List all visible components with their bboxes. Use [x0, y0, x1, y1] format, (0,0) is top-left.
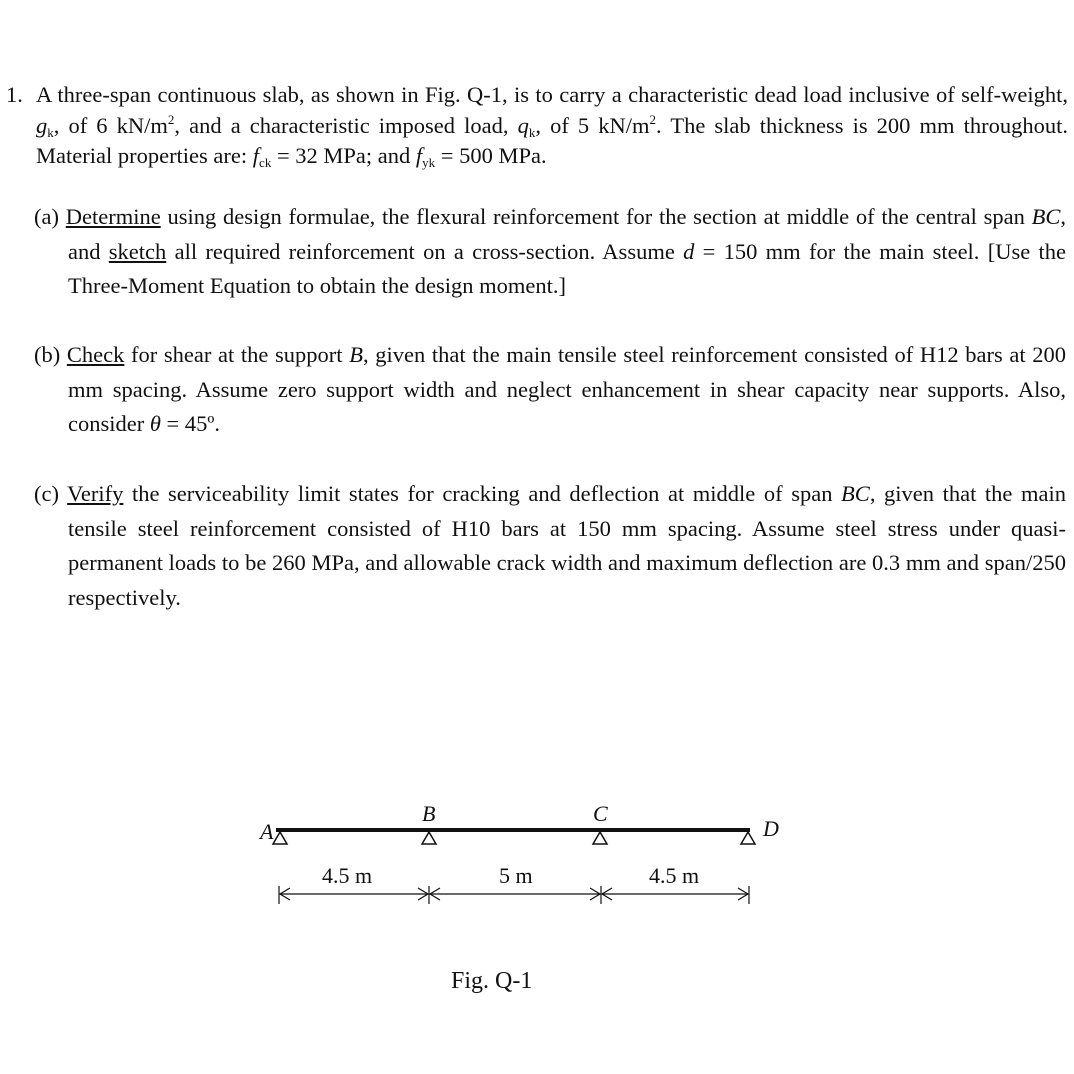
figure-caption: Fig. Q-1 [451, 968, 533, 994]
support-d-icon [741, 832, 755, 844]
span-label-cd: 4.5 m [649, 863, 700, 888]
part-b: (b) Check for shear at the support B, given that the main tensile steel reinforcement consisted of H12 bars at 200 mm spacing. Assume zero support width and neglect enhancement in shear capacity near supports. Also, consider θ = 45º. [34, 342, 1066, 436]
question-number: 1. [6, 82, 23, 107]
dimension-lines [279, 886, 749, 904]
part-a: (a) Determine using design formulae, the flexural reinforcement for the section at middle of the central span BC, and sketch all required reinforcement on a cross-section. Assume d = 150 mm for the main steel. [Use the Three-Moment Equation to obtain the design moment.] [34, 204, 1066, 298]
part-c: (c) Verify the serviceability limit states for cracking and deflection at middle of span BC, given that the main tensile steel reinforcement consisted of H10 bars at 150 mm spacing. Assume steel stress under quasi-permanent loads to be 260 MPa, and allowable crack width and maximum deflection are 0.3 mm and span/250 respectively. [34, 481, 1066, 610]
support-b-icon [422, 832, 436, 844]
span-label-bc: 5 m [499, 863, 533, 888]
fig-q1-beam-diagram [0, 790, 1074, 960]
support-a-icon [273, 832, 287, 844]
question-intro: A three-span continuous slab, as shown in Fig. Q-1, is to carry a characteristic dead load inclusive of self-weight, $g_k$, of 6 $kN/m^2$, and a characteristic imposed load, $q_k$, of 5 $kN/m^2$. The slab thickness is 200 mm throughout. Material properties are: $f_{ck} = 32$ MPa; and $f_{yk} = 500$ MPa. [36, 82, 1068, 170]
support-label-d: D [763, 816, 779, 841]
span-label-ab: 4.5 m [322, 863, 373, 888]
question-1 [6, 80, 1068, 172]
support-label-b: B [422, 801, 436, 826]
support-c-icon [593, 832, 607, 844]
support-label-a: A [260, 819, 274, 844]
support-label-c: C [593, 801, 608, 826]
